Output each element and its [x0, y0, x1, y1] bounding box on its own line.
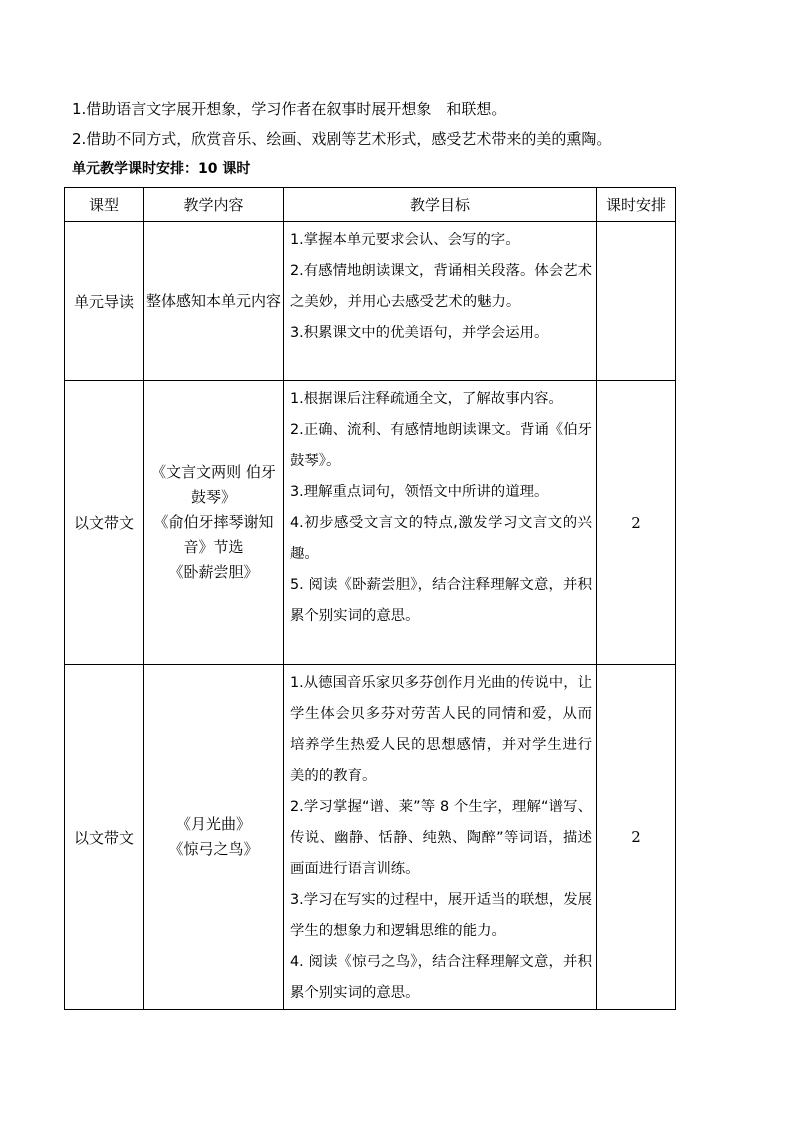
goal-item: 1.掌握本单元要求会认、会写的字。	[290, 232, 520, 248]
goal-item: 2.有感情地朗读课文，背诵相关段落。体会艺术之美妙，并用心去感受艺术的魅力。	[290, 263, 592, 310]
header-hours: 课时安排	[597, 188, 676, 222]
cell-content	[144, 222, 284, 381]
cell-type: 以文带文	[65, 381, 144, 665]
cell-hours: 2	[597, 665, 676, 1010]
cell-goals	[284, 665, 597, 1010]
intro-goal-1: 1.借助语言文字展开想象，学习作者在叙事时展开想象 和联想。	[72, 100, 507, 118]
content-item: 整体感知本单元内容	[145, 291, 281, 310]
goal-item: 1.根据课后注释疏通全文，了解故事内容。	[290, 391, 563, 407]
goal-item: 3.学习在写实的过程中，展开适当的联想，发展学生的想象力和逻辑思维的能力。	[290, 892, 592, 939]
intro-goal-2: 2.借助不同方式，欣赏音乐、绘画、戏剧等艺术形式，感受艺术带来的美的熏陶。	[72, 130, 612, 148]
header-content: 教学内容	[144, 188, 284, 222]
cell-hours	[597, 222, 676, 381]
content-item: 《文言文两则 伯牙鼓琴》	[151, 463, 276, 506]
cell-content	[144, 381, 284, 665]
schedule-heading: 单元教学课时安排：10 课时	[72, 161, 251, 177]
goal-item: 5. 阅读《卧薪尝胆》，结合注释理解文意，并积累个别实词的意思。	[290, 577, 592, 624]
cell-type: 单元导读	[65, 222, 144, 381]
cell-hours: 2	[597, 381, 676, 665]
goal-item: 4.初步感受文言文的特点,激发学习文言文的兴趣。	[290, 515, 592, 562]
content-item: 《惊弓之鸟》	[168, 840, 259, 858]
cell-goals	[284, 222, 597, 381]
cell-content	[144, 665, 284, 1010]
table-header-row	[65, 188, 676, 222]
content-item: 《卧薪尝胆》	[168, 563, 259, 581]
unit-goals-intro	[72, 94, 752, 184]
goal-item: 3.积累课文中的优美语句，并学会运用。	[290, 325, 549, 341]
goal-item: 2.学习掌握“谱、莱”等 8 个生字，理解“谱写、传说、幽静、恬静、纯熟、陶醉”等词语，描述画面进行语言训练。	[290, 799, 592, 877]
goal-item: 3.理解重点词句，领悟文中所讲的道理。	[290, 484, 549, 500]
goal-item: 4. 阅读《惊弓之鸟》，结合注释理解文意，并积累个别实词的意思。	[290, 954, 592, 1001]
table-row	[65, 222, 676, 381]
header-goals: 教学目标	[284, 188, 597, 222]
header-type: 课型	[65, 188, 144, 222]
table-row	[65, 665, 676, 1010]
table-row	[65, 381, 676, 665]
lesson-plan-table	[64, 187, 676, 1010]
content-item: 《月光曲》	[175, 815, 251, 833]
goal-item: 2.正确、流利、有感情地朗读课文。背诵《伯牙鼓琴》。	[290, 422, 592, 469]
cell-type: 以文带文	[65, 665, 144, 1010]
content-item: 《俞伯牙摔琴谢知音》节选	[153, 513, 274, 556]
cell-goals	[284, 381, 597, 665]
goal-item: 1.从德国音乐家贝多芬创作月光曲的传说中，让学生体会贝多芬对劳苦人民的同情和爱，从而培养学生热爱人民的思想感情，并对学生进行美的的教育。	[290, 675, 592, 784]
